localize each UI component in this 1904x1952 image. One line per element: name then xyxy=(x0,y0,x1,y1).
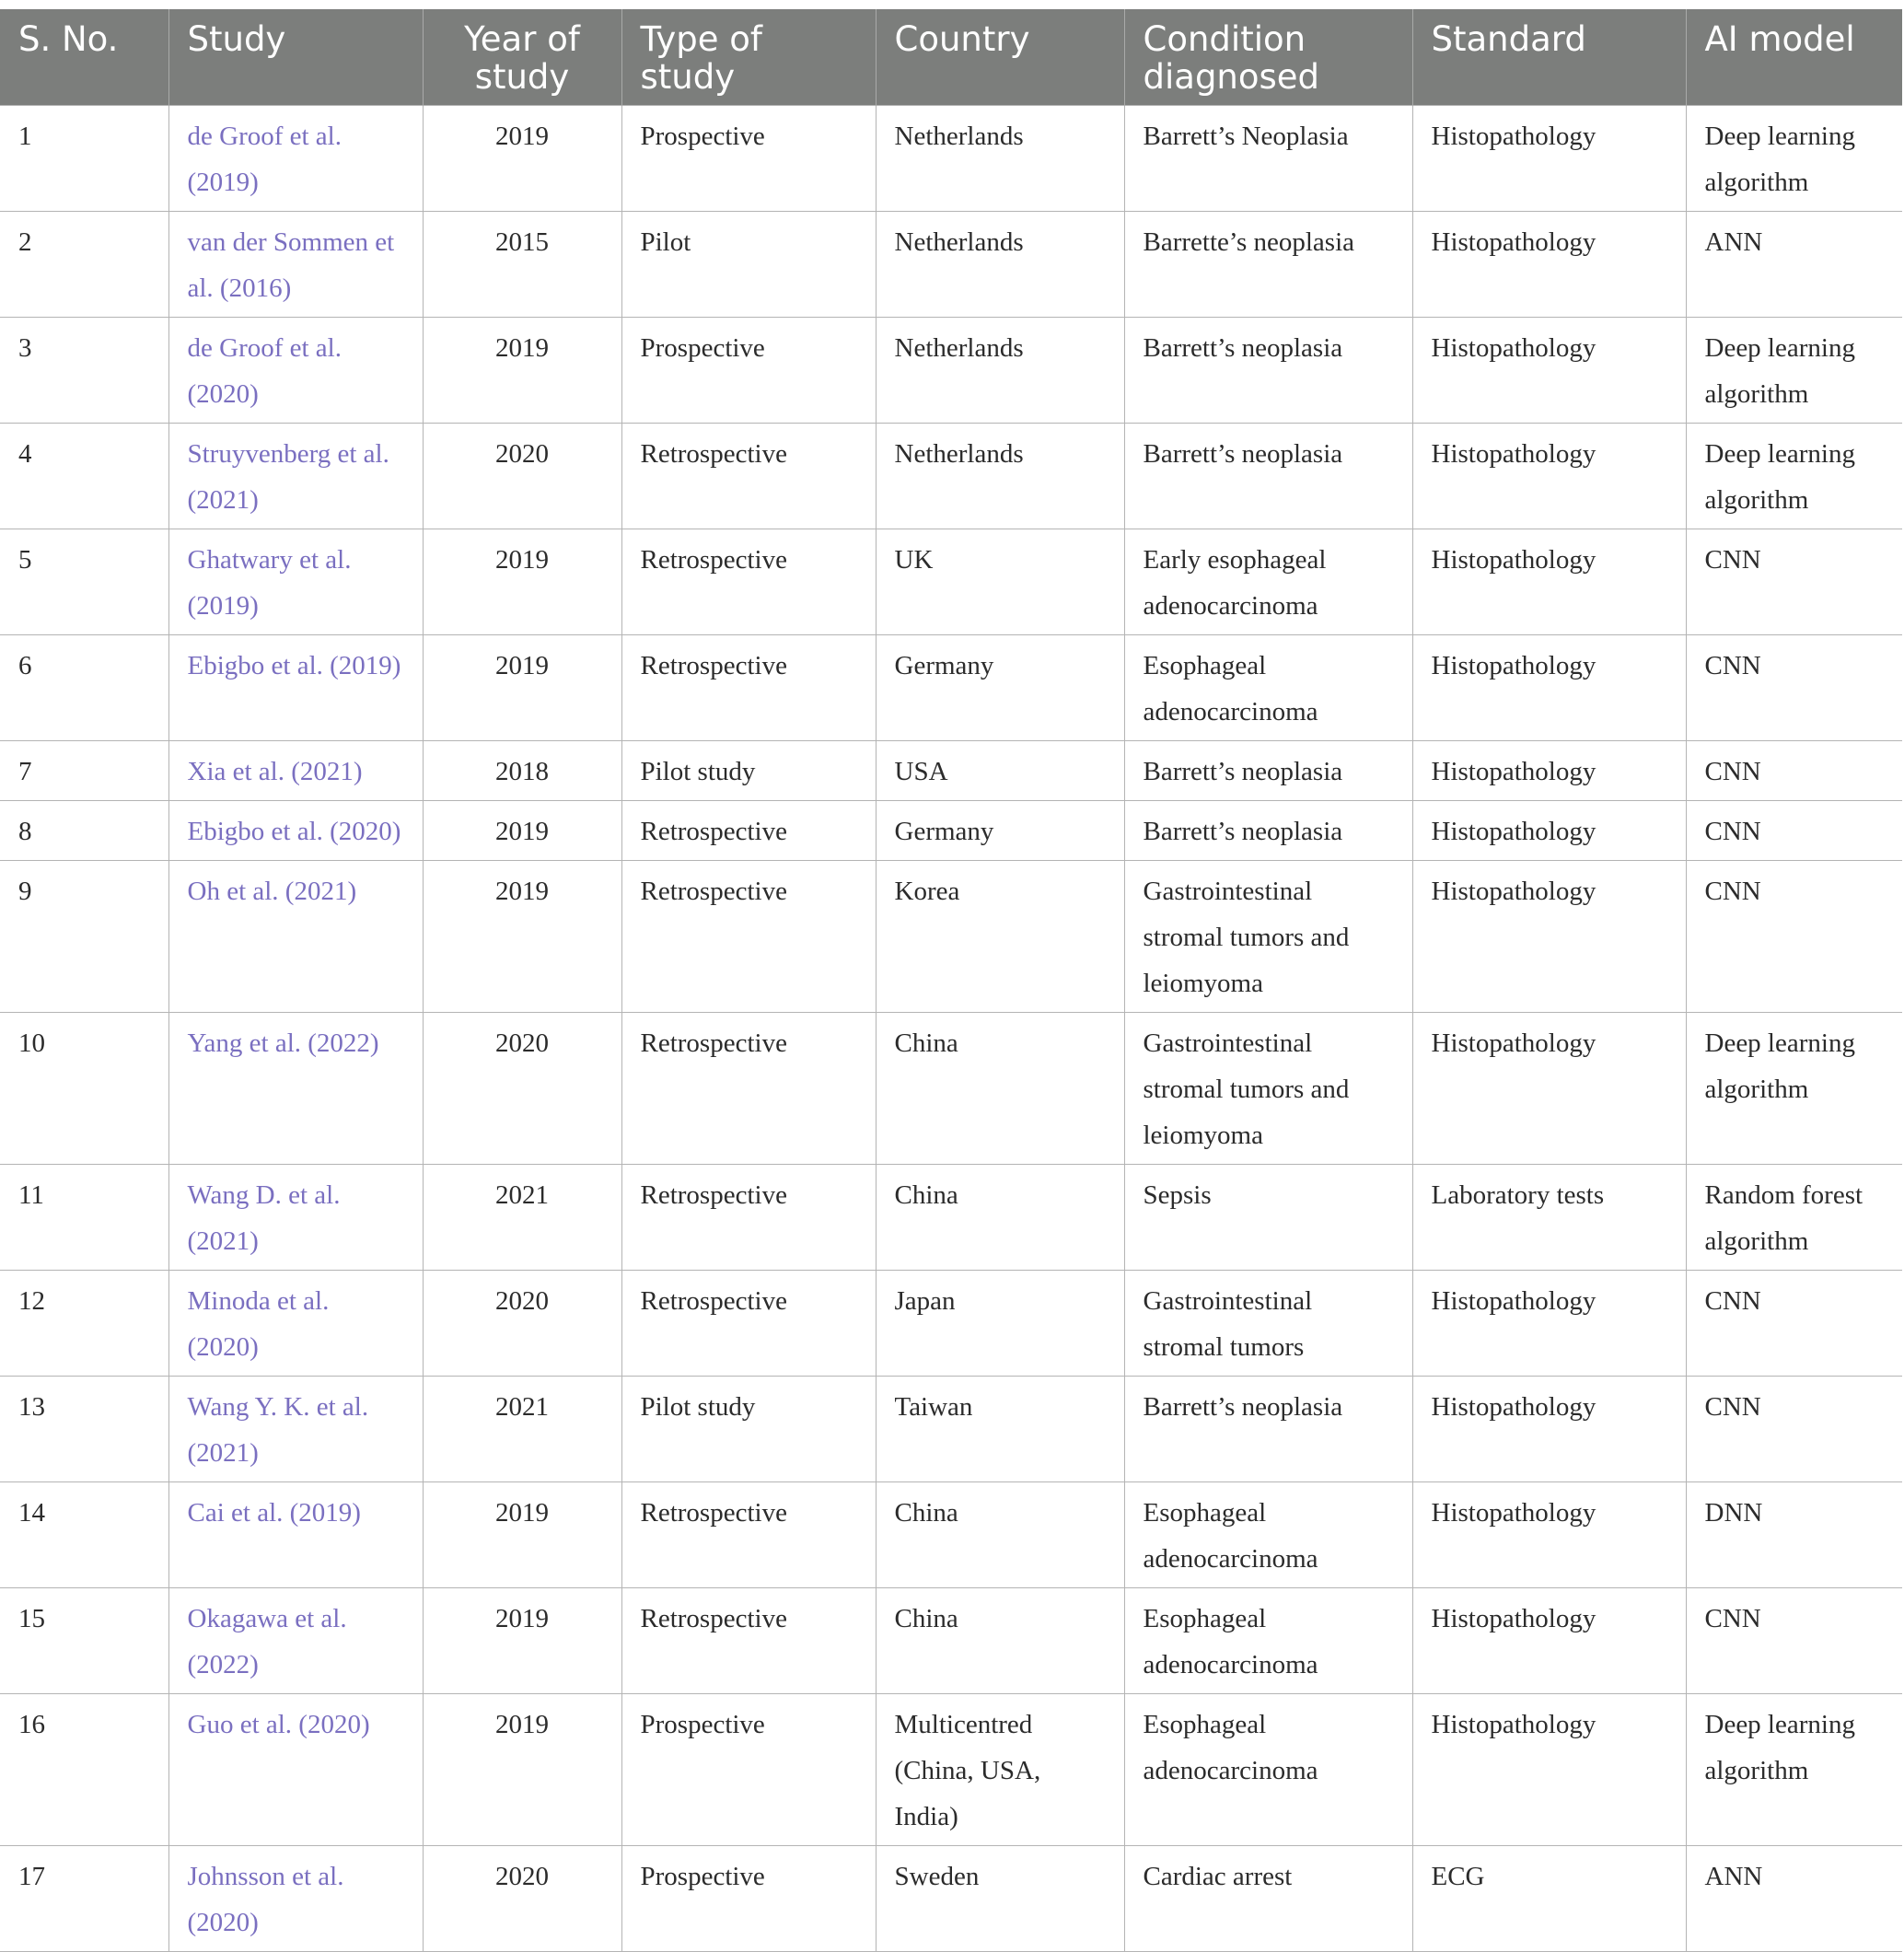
cell-type: Pilot study xyxy=(621,1377,876,1482)
cell-type: Retrospective xyxy=(621,1588,876,1694)
header-standard: Standard xyxy=(1412,9,1686,106)
header-type: Type of study xyxy=(621,9,876,106)
table-row xyxy=(0,635,1902,741)
cell-sno: 9 xyxy=(0,861,168,1013)
cell-model: ANN xyxy=(1686,1846,1902,1952)
cell-country: China xyxy=(876,1165,1124,1271)
cell-year: 2021 xyxy=(423,1377,621,1482)
cell-year: 2019 xyxy=(423,801,621,861)
header-row xyxy=(0,9,1902,106)
cell-year: 2021 xyxy=(423,1165,621,1271)
cell-year: 2019 xyxy=(423,861,621,1013)
cell-standard: Histopathology xyxy=(1412,741,1686,801)
cell-type: Retrospective xyxy=(621,1271,876,1377)
cell-year: 2019 xyxy=(423,635,621,741)
table-header xyxy=(0,9,1902,106)
cell-study-link[interactable]: Johnsson et al. (2020) xyxy=(168,1846,423,1952)
cell-model: ANN xyxy=(1686,212,1902,318)
cell-condition: Barrett’s neoplasia xyxy=(1124,424,1412,529)
cell-country: China xyxy=(876,1013,1124,1165)
cell-sno: 11 xyxy=(0,1165,168,1271)
cell-type: Prospective xyxy=(621,318,876,424)
cell-country: Germany xyxy=(876,801,1124,861)
table-row xyxy=(0,1588,1902,1694)
cell-standard: Histopathology xyxy=(1412,106,1686,212)
cell-study-link[interactable]: Yang et al. (2022) xyxy=(168,1013,423,1165)
cell-condition: Esophageal adenocarcinoma xyxy=(1124,1588,1412,1694)
cell-country: Taiwan xyxy=(876,1377,1124,1482)
cell-study-link[interactable]: Ebigbo et al. (2020) xyxy=(168,801,423,861)
cell-model: Deep learning algorithm xyxy=(1686,1694,1902,1846)
cell-sno: 12 xyxy=(0,1271,168,1377)
cell-type: Retrospective xyxy=(621,1482,876,1588)
cell-country: Netherlands xyxy=(876,318,1124,424)
table-row xyxy=(0,1271,1902,1377)
table-row xyxy=(0,801,1902,861)
cell-model: Deep learning algorithm xyxy=(1686,424,1902,529)
cell-condition: Barrett’s neoplasia xyxy=(1124,741,1412,801)
cell-study-link[interactable]: Wang Y. K. et al. (2021) xyxy=(168,1377,423,1482)
table-row xyxy=(0,1013,1902,1165)
cell-standard: Histopathology xyxy=(1412,635,1686,741)
cell-year: 2019 xyxy=(423,1588,621,1694)
table-row xyxy=(0,741,1902,801)
cell-standard: Histopathology xyxy=(1412,1377,1686,1482)
header-study: Study xyxy=(168,9,423,106)
cell-year: 2020 xyxy=(423,424,621,529)
cell-standard: Histopathology xyxy=(1412,861,1686,1013)
cell-condition: Early esophageal adenocarcinoma xyxy=(1124,529,1412,635)
cell-standard: Histopathology xyxy=(1412,801,1686,861)
cell-model: Deep learning algorithm xyxy=(1686,1013,1902,1165)
table-row xyxy=(0,1165,1902,1271)
cell-country: Netherlands xyxy=(876,106,1124,212)
cell-type: Retrospective xyxy=(621,424,876,529)
cell-sno: 10 xyxy=(0,1013,168,1165)
cell-country: China xyxy=(876,1482,1124,1588)
cell-model: CNN xyxy=(1686,635,1902,741)
cell-model: DNN xyxy=(1686,1482,1902,1588)
cell-model: Random forest algorithm xyxy=(1686,1165,1902,1271)
cell-year: 2018 xyxy=(423,741,621,801)
cell-standard: Histopathology xyxy=(1412,318,1686,424)
table-row xyxy=(0,1482,1902,1588)
cell-study-link[interactable]: Guo et al. (2020) xyxy=(168,1694,423,1846)
cell-study-link[interactable]: Ebigbo et al. (2019) xyxy=(168,635,423,741)
cell-condition: Gastrointestinal stromal tumors and leiomyoma xyxy=(1124,861,1412,1013)
cell-condition: Sepsis xyxy=(1124,1165,1412,1271)
cell-study-link[interactable]: Ghatwary et al. (2019) xyxy=(168,529,423,635)
cell-study-link[interactable]: Wang D. et al. (2021) xyxy=(168,1165,423,1271)
cell-type: Pilot study xyxy=(621,741,876,801)
cell-sno: 8 xyxy=(0,801,168,861)
table-row xyxy=(0,529,1902,635)
cell-condition: Barrett’s neoplasia xyxy=(1124,801,1412,861)
cell-type: Prospective xyxy=(621,1846,876,1952)
cell-condition: Esophageal adenocarcinoma xyxy=(1124,635,1412,741)
table-body xyxy=(0,106,1902,1952)
cell-type: Retrospective xyxy=(621,801,876,861)
header-year: Year of study xyxy=(423,9,621,106)
header-model: AI model xyxy=(1686,9,1902,106)
cell-sno: 2 xyxy=(0,212,168,318)
cell-country: Japan xyxy=(876,1271,1124,1377)
cell-condition: Esophageal adenocarcinoma xyxy=(1124,1482,1412,1588)
cell-type: Retrospective xyxy=(621,1013,876,1165)
table-row xyxy=(0,861,1902,1013)
cell-model: Deep learning algorithm xyxy=(1686,106,1902,212)
cell-sno: 17 xyxy=(0,1846,168,1952)
cell-sno: 7 xyxy=(0,741,168,801)
header-country: Country xyxy=(876,9,1124,106)
cell-standard: Histopathology xyxy=(1412,529,1686,635)
cell-sno: 15 xyxy=(0,1588,168,1694)
cell-year: 2019 xyxy=(423,318,621,424)
cell-sno: 16 xyxy=(0,1694,168,1846)
cell-type: Pilot xyxy=(621,212,876,318)
table-row xyxy=(0,424,1902,529)
cell-standard: ECG xyxy=(1412,1846,1686,1952)
cell-year: 2019 xyxy=(423,1694,621,1846)
cell-study-link[interactable]: van der Sommen et al. (2016) xyxy=(168,212,423,318)
cell-model: CNN xyxy=(1686,741,1902,801)
cell-country: China xyxy=(876,1588,1124,1694)
table-row xyxy=(0,1377,1902,1482)
cell-year: 2015 xyxy=(423,212,621,318)
cell-condition: Gastrointestinal stromal tumors xyxy=(1124,1271,1412,1377)
cell-model: CNN xyxy=(1686,1588,1902,1694)
cell-condition: Barrett’s neoplasia xyxy=(1124,1377,1412,1482)
cell-condition: Gastrointestinal stromal tumors and leiomyoma xyxy=(1124,1013,1412,1165)
cell-standard: Histopathology xyxy=(1412,1013,1686,1165)
cell-study-link[interactable]: Minoda et al. (2020) xyxy=(168,1271,423,1377)
cell-condition: Esophageal adenocarcinoma xyxy=(1124,1694,1412,1846)
cell-standard: Histopathology xyxy=(1412,212,1686,318)
cell-sno: 6 xyxy=(0,635,168,741)
cell-standard: Histopathology xyxy=(1412,1271,1686,1377)
cell-country: Netherlands xyxy=(876,424,1124,529)
cell-standard: Laboratory tests xyxy=(1412,1165,1686,1271)
cell-study-link[interactable]: Struyvenberg et al. (2021) xyxy=(168,424,423,529)
cell-type: Retrospective xyxy=(621,1165,876,1271)
table-row xyxy=(0,212,1902,318)
cell-country: Multicentred (China, USA, India) xyxy=(876,1694,1124,1846)
cell-country: UK xyxy=(876,529,1124,635)
cell-year: 2019 xyxy=(423,106,621,212)
cell-condition: Barrett’s Neoplasia xyxy=(1124,106,1412,212)
cell-sno: 4 xyxy=(0,424,168,529)
studies-table-container xyxy=(0,9,1902,1952)
cell-study-link[interactable]: Xia et al. (2021) xyxy=(168,741,423,801)
cell-country: Korea xyxy=(876,861,1124,1013)
cell-type: Prospective xyxy=(621,106,876,212)
cell-country: Netherlands xyxy=(876,212,1124,318)
cell-year: 2020 xyxy=(423,1846,621,1952)
cell-sno: 3 xyxy=(0,318,168,424)
cell-study-link[interactable]: de Groof et al. (2020) xyxy=(168,318,423,424)
cell-year: 2019 xyxy=(423,1482,621,1588)
cell-type: Prospective xyxy=(621,1694,876,1846)
cell-country: USA xyxy=(876,741,1124,801)
cell-condition: Barrette’s neoplasia xyxy=(1124,212,1412,318)
cell-model: CNN xyxy=(1686,861,1902,1013)
cell-study-link[interactable]: Okagawa et al. (2022) xyxy=(168,1588,423,1694)
cell-model: CNN xyxy=(1686,801,1902,861)
header-sno: S. No. xyxy=(0,9,168,106)
cell-type: Retrospective xyxy=(621,861,876,1013)
header-condition: Condition diagnosed xyxy=(1124,9,1412,106)
cell-condition: Barrett’s neoplasia xyxy=(1124,318,1412,424)
cell-year: 2020 xyxy=(423,1271,621,1377)
table-row xyxy=(0,1694,1902,1846)
table-row xyxy=(0,1846,1902,1952)
cell-study-link[interactable]: Oh et al. (2021) xyxy=(168,861,423,1013)
cell-year: 2019 xyxy=(423,529,621,635)
table-row xyxy=(0,318,1902,424)
cell-type: Retrospective xyxy=(621,529,876,635)
cell-standard: Histopathology xyxy=(1412,1588,1686,1694)
cell-condition: Cardiac arrest xyxy=(1124,1846,1412,1952)
cell-study-link[interactable]: Cai et al. (2019) xyxy=(168,1482,423,1588)
cell-sno: 13 xyxy=(0,1377,168,1482)
cell-type: Retrospective xyxy=(621,635,876,741)
cell-standard: Histopathology xyxy=(1412,1482,1686,1588)
cell-model: CNN xyxy=(1686,1377,1902,1482)
studies-table xyxy=(0,9,1902,1952)
cell-country: Germany xyxy=(876,635,1124,741)
cell-model: Deep learning algorithm xyxy=(1686,318,1902,424)
cell-model: CNN xyxy=(1686,529,1902,635)
cell-sno: 14 xyxy=(0,1482,168,1588)
cell-standard: Histopathology xyxy=(1412,1694,1686,1846)
table-row xyxy=(0,106,1902,212)
cell-standard: Histopathology xyxy=(1412,424,1686,529)
cell-sno: 5 xyxy=(0,529,168,635)
cell-year: 2020 xyxy=(423,1013,621,1165)
cell-study-link[interactable]: de Groof et al. (2019) xyxy=(168,106,423,212)
cell-country: Sweden xyxy=(876,1846,1124,1952)
cell-sno: 1 xyxy=(0,106,168,212)
cell-model: CNN xyxy=(1686,1271,1902,1377)
